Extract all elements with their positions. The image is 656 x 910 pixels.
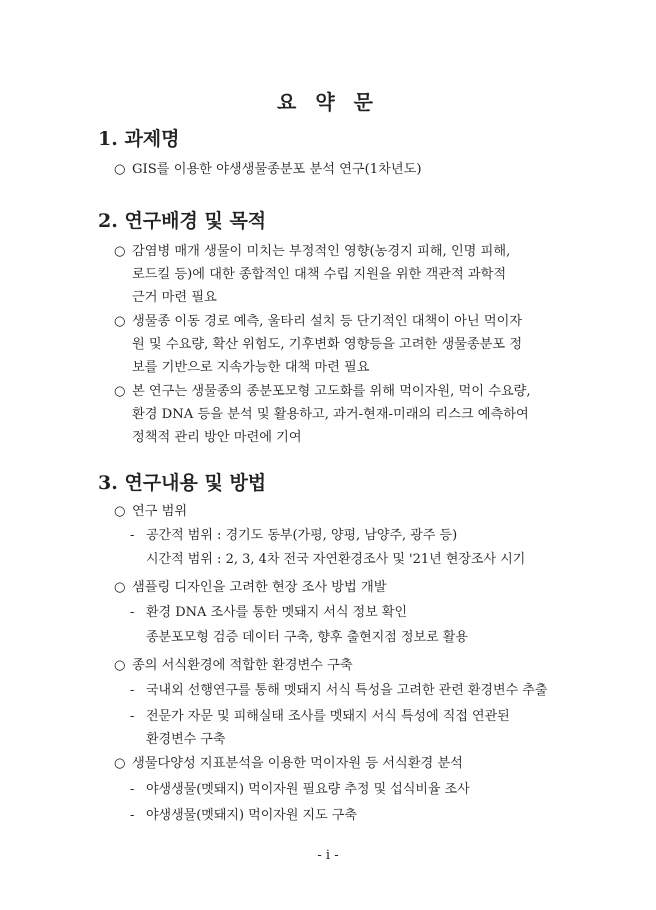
bullet-circle: ○: [114, 580, 126, 595]
paragraph-line: 원 및 수요량, 확산 위험도, 기후변화 영향등을 고려한 생물종분포 정: [132, 337, 523, 352]
paragraph-line: 로드킬 등)에 대한 종합적인 대책 수립 지원을 위한 객관적 과학적: [132, 267, 507, 282]
paragraph-line: 보를 기반으로 지속가능한 대책 마련 필요: [132, 360, 370, 375]
sub-text: 공간적 범위 : 경기도 동부(가평, 양평, 남양주, 광주 등): [146, 528, 458, 543]
sub-text: 국내외 선행연구를 통해 멧돼지 서식 특성을 고려한 관련 환경변수 추출: [146, 683, 548, 698]
bullet-circle: ○: [114, 384, 126, 399]
bullet-text: 생물다양성 지표분석을 이용한 먹이자원 등 서식환경 분석: [132, 756, 463, 771]
paragraph-line: 생물종 이동 경로 예측, 울타리 설치 등 단기적인 대책이 아닌 먹이자: [132, 314, 523, 329]
sub-continuation: 종분포모형 검증 데이터 구축, 향후 출현지점 정보로 활용: [146, 630, 468, 645]
paragraph-line: 정책적 관리 방안 마련에 기여: [132, 430, 302, 445]
paragraph-line: 감염병 매개 생물이 미치는 부정적인 영향(농경지 피해, 인명 피해,: [132, 244, 511, 259]
bullet-circle: ○: [114, 756, 126, 771]
sub-text: 환경 DNA 조사를 통한 멧돼지 서식 정보 확인: [146, 605, 408, 620]
page-title: 요 약 문: [277, 90, 379, 114]
dash-marker: -: [130, 683, 135, 698]
sub-text: 야생생물(멧돼지) 먹이자원 필요량 추정 및 섭식비율 조사: [146, 782, 470, 797]
sub-text: 전문가 자문 및 피해실태 조사를 멧돼지 서식 특성에 직접 연관된: [146, 709, 510, 724]
section-heading-3: 3. 연구내용 및 방법: [98, 472, 267, 494]
section-heading-2: 2. 연구배경 및 목적: [98, 210, 267, 232]
bullet-text: 연구 범위: [132, 504, 188, 519]
page-number: - i -: [317, 848, 339, 863]
bullet-circle: ○: [114, 162, 126, 177]
sub-text: 야생생물(멧돼지) 먹이자원 지도 구축: [146, 808, 357, 823]
paragraph-line: 환경 DNA 등을 분석 및 활용하고, 과거-현재-미래의 리스크 예측하여: [132, 407, 529, 422]
bullet-text: 종의 서식환경에 적합한 환경변수 구축: [132, 658, 353, 673]
bullet-circle: ○: [114, 314, 126, 329]
bullet-text: GIS를 이용한 야생생물종분포 분석 연구(1차년도): [132, 162, 422, 177]
sub-continuation: 환경변수 구축: [146, 732, 226, 747]
sub-continuation: 시간적 범위 : 2, 3, 4차 전국 자연환경조사 및 '21년 현장조사 시기: [146, 552, 526, 567]
bullet-circle: ○: [114, 658, 126, 673]
bullet-circle: ○: [114, 244, 126, 259]
dash-marker: -: [130, 782, 135, 797]
dash-marker: -: [130, 808, 135, 823]
bullet-circle: ○: [114, 504, 126, 519]
dash-marker: -: [130, 709, 135, 724]
dash-marker: -: [130, 605, 135, 620]
paragraph-line: 본 연구는 생물종의 종분포모형 고도화를 위해 먹이자원, 먹이 수요량,: [132, 384, 531, 399]
dash-marker: -: [130, 528, 135, 543]
section-heading-1: 1. 과제명: [98, 128, 180, 150]
bullet-text: 샘플링 디자인을 고려한 현장 조사 방법 개발: [132, 580, 387, 595]
paragraph-line: 근거 마련 필요: [132, 290, 217, 305]
